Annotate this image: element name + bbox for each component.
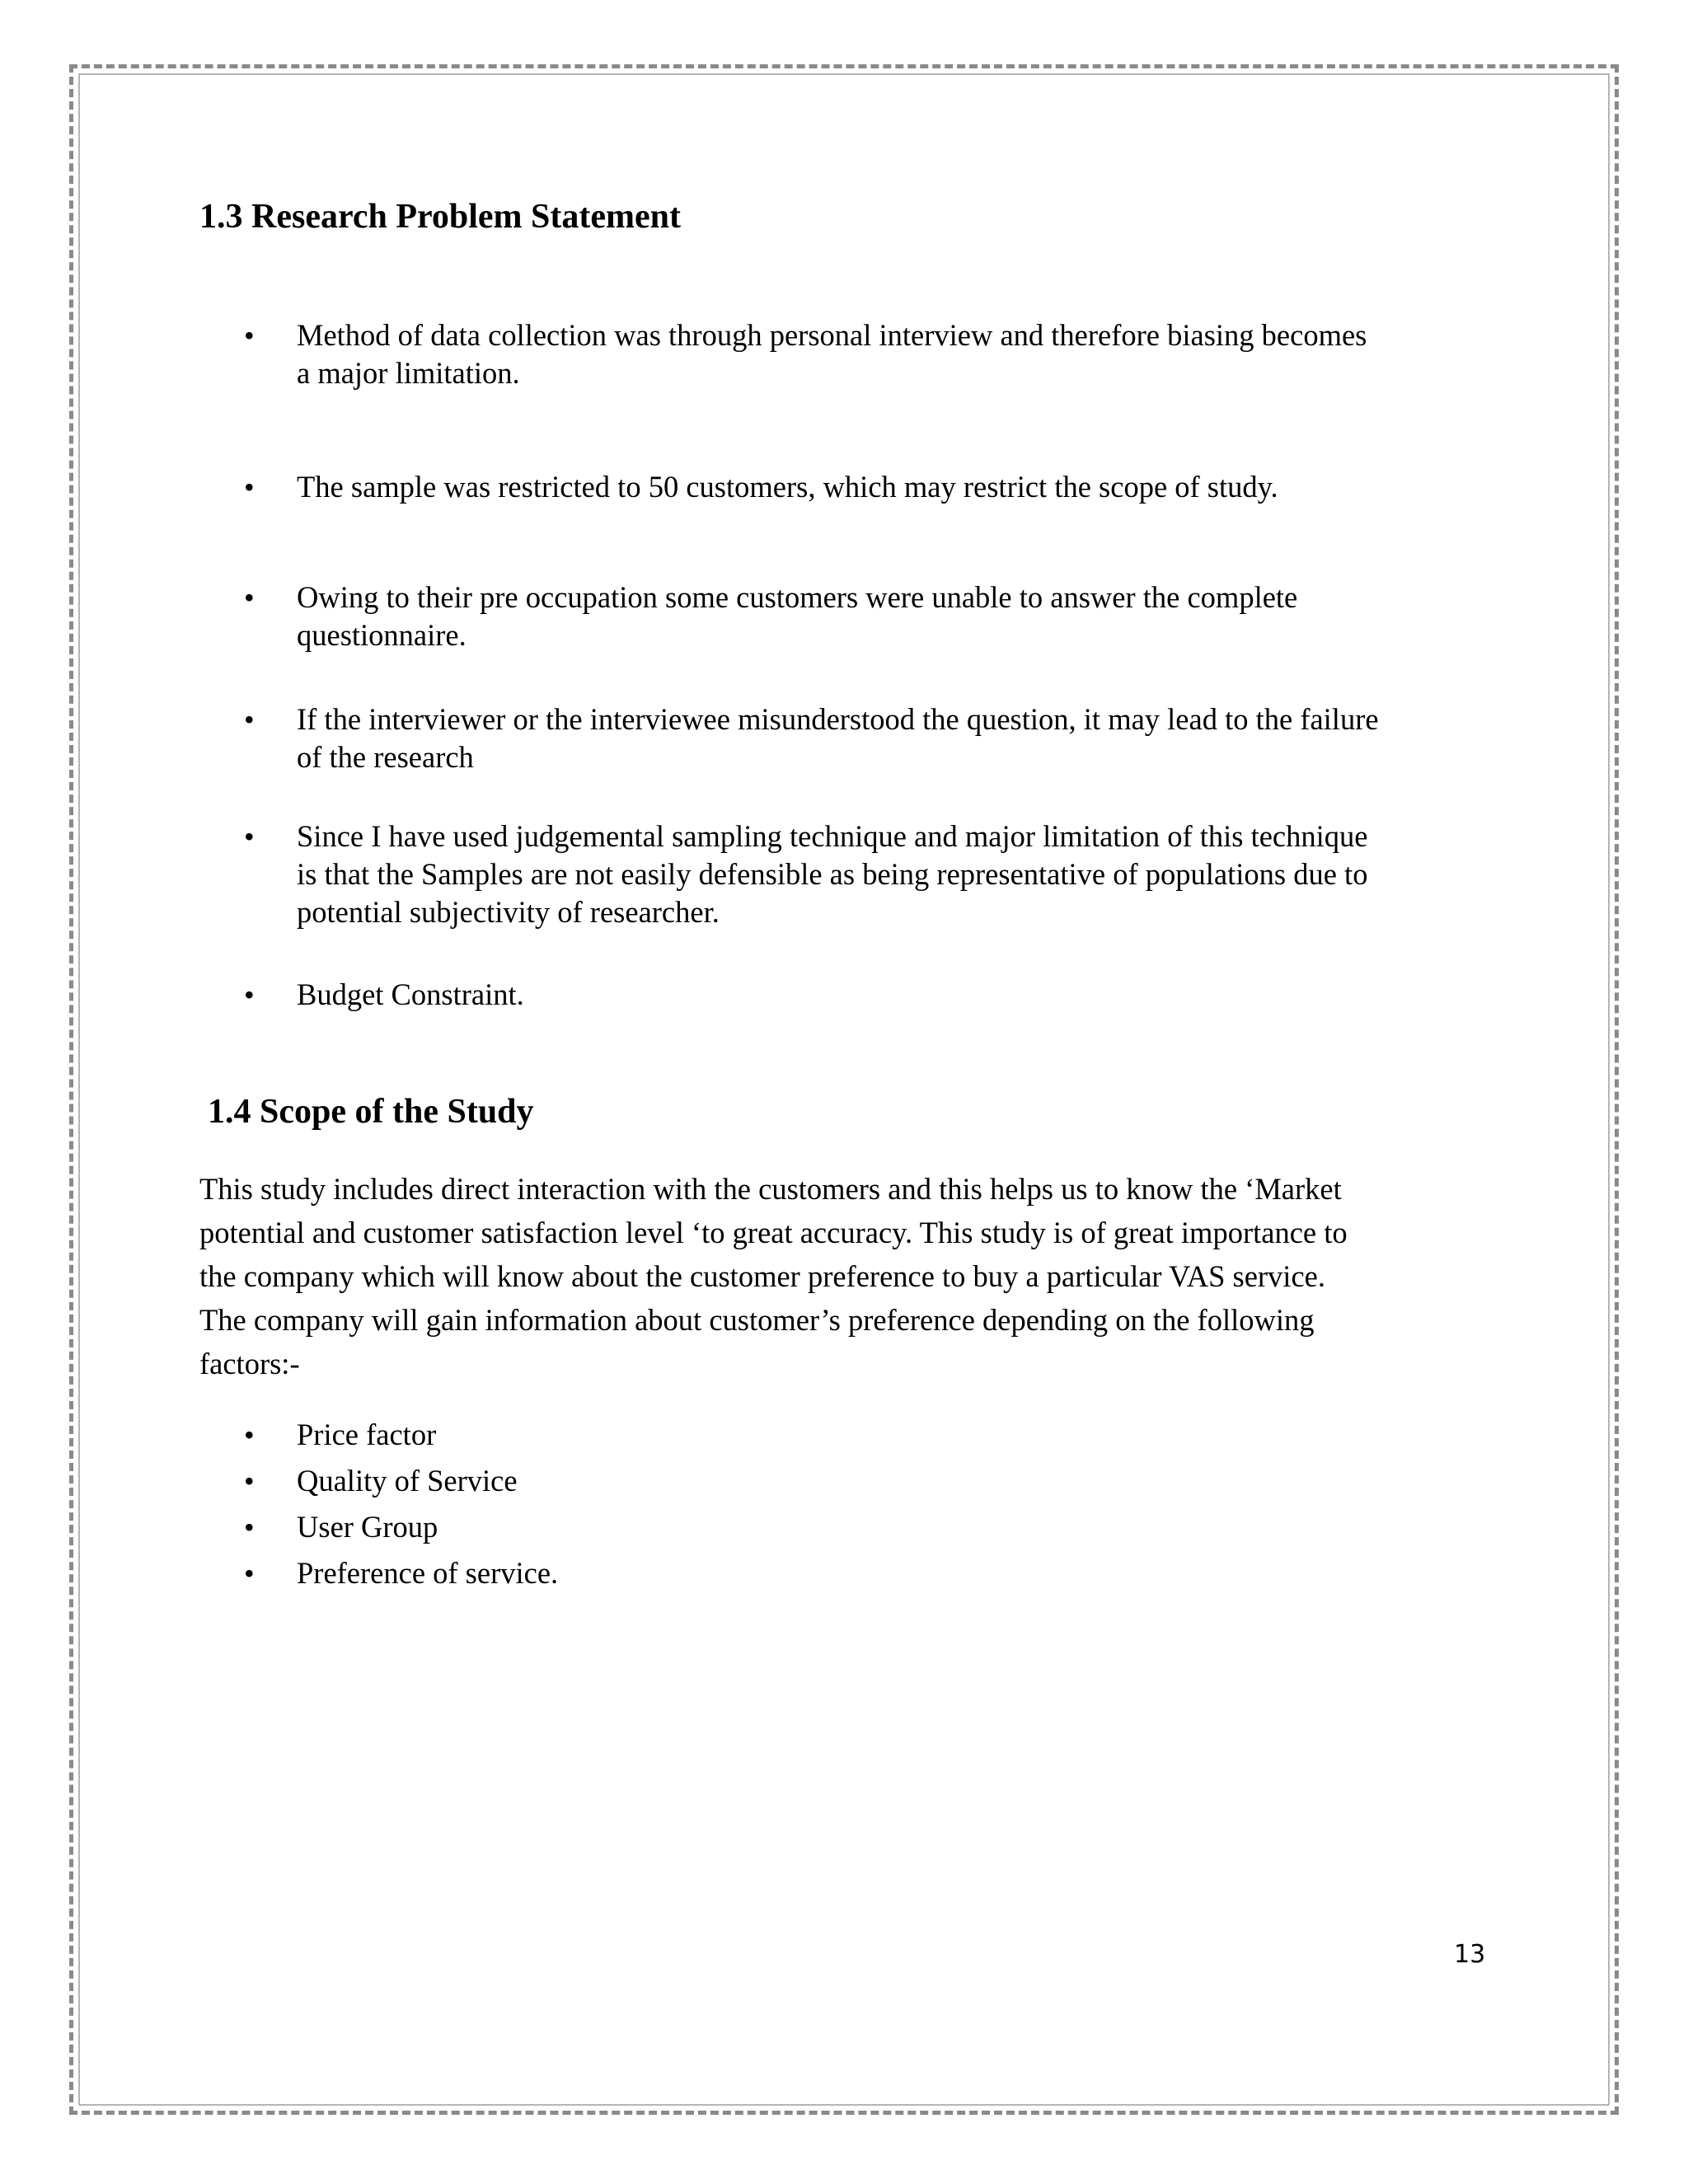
bullet-icon: • <box>244 581 255 614</box>
text-line: If the interviewer or the interviewee misunderstood the question, it may lead to the failure <box>297 702 1379 736</box>
list-item-text: User Group <box>297 1510 438 1544</box>
text-line: is that the Samples are not easily defensible as being representative of populations due to <box>297 857 1368 891</box>
bullet-icon: • <box>244 820 255 853</box>
text-line: potential subjectivity of researcher. <box>297 895 720 929</box>
text-line: a major limitation. <box>297 356 520 390</box>
list-item-text <box>297 468 1500 506</box>
list-item-text: Preference of service. <box>297 1556 559 1590</box>
text-line: Method of data collection was through personal interview and therefore biasing becomes <box>297 318 1367 352</box>
list-item-text: Quality of Service <box>297 1464 518 1497</box>
bullet-icon: • <box>244 1418 255 1451</box>
text-line: questionnaire. <box>297 618 467 652</box>
list-item-text <box>297 316 1500 392</box>
list-item-text <box>297 976 1500 1014</box>
list-item-text <box>297 701 1500 776</box>
text-line: Budget Constraint. <box>297 977 524 1011</box>
bullet-icon: • <box>244 1465 255 1497</box>
text-line: The sample was restricted to 50 customers, which may restrict the scope of study. <box>297 470 1278 504</box>
bullet-icon: • <box>244 978 255 1011</box>
text-line: factors:- <box>199 1347 300 1380</box>
text-line: This study includes direct interaction with the customers and this helps us to know the ‘Market <box>199 1172 1342 1206</box>
text-line: potential and customer satisfaction level ‘to great accuracy. This study is of great importance to <box>199 1216 1348 1249</box>
bullet-icon: • <box>244 319 255 352</box>
list-item-text: Price factor <box>297 1418 437 1451</box>
page-number: 13 <box>1454 1940 1486 1969</box>
bullet-icon: • <box>244 471 255 504</box>
text-line: the company which will know about the customer preference to buy a particular VAS service. <box>199 1259 1325 1293</box>
section-heading-scope: 1.4 Scope of the Study <box>208 1093 534 1131</box>
bullet-icon: • <box>244 703 255 736</box>
section-heading-research-problem: 1.3 Research Problem Statement <box>199 198 681 236</box>
text-line: Since I have used judgemental sampling technique and major limitation of this technique <box>297 819 1368 853</box>
text-line: The company will gain information about customer’s preference depending on the following <box>199 1303 1315 1337</box>
list-item-text <box>297 818 1500 931</box>
text-line: of the research <box>297 740 474 774</box>
list-item-text <box>297 579 1500 654</box>
text-line: Owing to their pre occupation some customers were unable to answer the complete <box>297 580 1298 614</box>
bullet-icon: • <box>244 1511 255 1544</box>
bullet-icon: • <box>244 1557 255 1590</box>
scope-paragraph <box>199 1167 1502 1385</box>
